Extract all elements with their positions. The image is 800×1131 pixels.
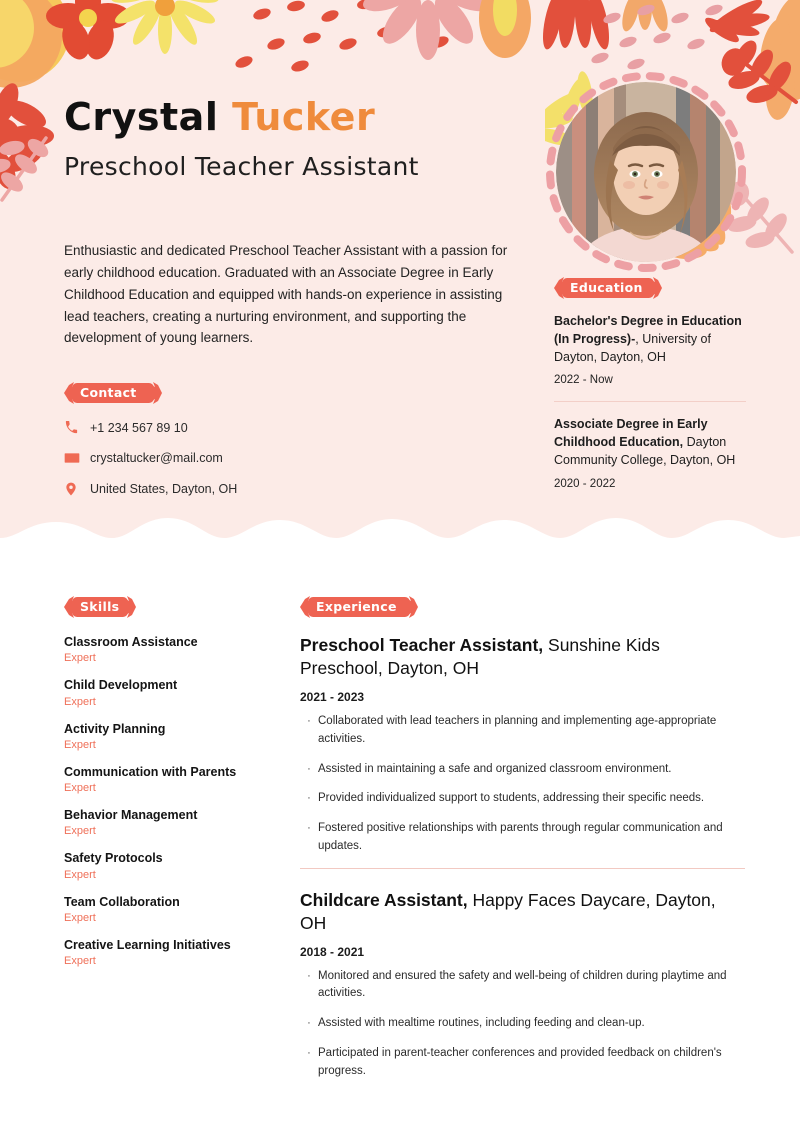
skill-item	[64, 850, 274, 880]
experience-item	[300, 889, 745, 1081]
education-item	[554, 416, 746, 489]
contact-badge	[64, 382, 153, 404]
bullet-dot: ·	[307, 762, 311, 775]
list-item	[300, 968, 745, 1004]
skills-list	[64, 634, 274, 967]
bullet-dot: ·	[307, 969, 311, 982]
skill-name: Classroom Assistance	[64, 635, 198, 649]
skill-level: Expert	[64, 695, 96, 708]
list-item	[300, 790, 745, 808]
contact-item-phone[interactable]	[64, 420, 364, 435]
skill-name: Activity Planning	[64, 721, 166, 736]
experience-divider	[300, 868, 745, 869]
skill-name: Communication with Parents	[64, 764, 237, 779]
phone-value: +1 234 567 89 10	[90, 420, 188, 435]
experience-role: Childcare Assistant,	[300, 889, 468, 910]
skills-badge	[64, 596, 135, 618]
experience-company: Happy Faces Daycare, Dayton, OH	[300, 889, 716, 934]
experience-bullets	[300, 713, 745, 856]
first-name: Crystal	[64, 95, 219, 139]
experience-bullets	[300, 968, 745, 1081]
skills-section	[64, 596, 274, 980]
list-item	[300, 820, 745, 856]
skill-name: Behavior Management	[64, 808, 198, 822]
education-institution: , University of Dayton, Dayton, OH	[554, 331, 711, 364]
skill-item	[64, 764, 274, 794]
bullet-text: Fostered positive relationships with parents through regular communication and updates.	[318, 822, 723, 852]
experience-item	[300, 634, 745, 856]
contact-item-location[interactable]	[64, 481, 364, 497]
skill-level: Expert	[64, 825, 96, 838]
skill-level: Expert	[64, 955, 96, 967]
resume-body	[0, 560, 800, 1131]
location-value: United States, Dayton, OH	[90, 482, 238, 496]
experience-date: 2021 - 2023	[300, 689, 365, 704]
location-pin-icon	[64, 481, 90, 497]
bullet-dot: ·	[307, 1017, 311, 1030]
list-item	[300, 761, 745, 779]
resume-header	[0, 0, 800, 560]
education-divider	[554, 401, 746, 402]
skill-level: Expert	[64, 738, 96, 751]
skills-badge-label: Skills	[80, 599, 120, 614]
contact-item-email[interactable]	[64, 450, 364, 466]
bullet-text: Assisted in maintaining a safe and organized classroom environment.	[318, 762, 672, 775]
experience-date: 2018 - 2021	[300, 944, 365, 959]
skill-level: Expert	[64, 911, 96, 924]
bullet-dot: ·	[307, 822, 311, 835]
envelope-icon	[64, 450, 90, 466]
experience-list	[300, 634, 745, 1081]
bullet-text: Assisted with mealtime routines, including feeding and clean-up.	[318, 1017, 645, 1030]
experience-badge	[300, 596, 413, 618]
contact-badge-label: Contact	[80, 385, 137, 400]
education-list	[554, 313, 746, 490]
education-badge	[554, 277, 659, 299]
skill-name: Creative Learning Initiatives	[64, 937, 231, 952]
full-name	[64, 95, 419, 140]
skill-name: Child Development	[64, 678, 178, 693]
bullet-dot: ·	[307, 792, 311, 805]
skill-level: Expert	[64, 652, 96, 665]
last-name: Tucker	[232, 95, 376, 139]
skill-item	[64, 937, 274, 967]
education-section	[554, 277, 746, 494]
experience-company: Sunshine Kids Preschool, Dayton, OH	[300, 635, 660, 679]
page-title: Preschool Teacher Assistant	[64, 151, 419, 181]
skill-name: Team Collaboration	[64, 894, 180, 909]
bullet-dot: ·	[307, 1047, 311, 1060]
phone-icon	[64, 420, 90, 435]
education-badge-label: Education	[570, 280, 643, 295]
skill-item	[64, 721, 274, 751]
skill-item	[64, 894, 274, 924]
name-block	[64, 95, 419, 181]
profile-summary: Enthusiastic and dedicated Preschool Teacher Assistant with a passion for early childhood education. Graduated with an Associate Degree in Early Childhood Education and equipped with hands-on experience in assisting lead teachers, creating a nurturing environment, and supporting the development of young learners.	[64, 243, 508, 346]
contact-section	[64, 382, 364, 512]
profile-photo	[556, 82, 736, 262]
education-institution: Dayton Community College, Dayton, OH	[554, 435, 736, 467]
education-date: 2022 - Now	[554, 374, 613, 387]
skill-item	[64, 677, 274, 707]
education-date: 2020 - 2022	[554, 477, 616, 490]
skill-level: Expert	[64, 868, 96, 881]
bullet-dot: ·	[307, 714, 311, 727]
education-degree: Bachelor's Degree in Education (In Progress)-	[554, 314, 742, 346]
bullet-text: Participated in parent-teacher conferences and provided feedback on children's progress.	[318, 1047, 722, 1077]
skill-name: Safety Protocols	[64, 851, 163, 866]
avatar	[556, 82, 736, 262]
skill-item	[64, 807, 274, 837]
email-value: crystaltucker@mail.com	[90, 451, 223, 465]
experience-section	[300, 596, 745, 1093]
bullet-text: Monitored and ensured the safety and well-being of children during playtime and activities.	[318, 969, 727, 1000]
skill-item	[64, 634, 274, 664]
contact-list	[64, 420, 364, 497]
skill-level: Expert	[64, 782, 96, 794]
experience-role: Preschool Teacher Assistant,	[300, 635, 544, 655]
experience-badge-label: Experience	[316, 599, 397, 614]
bullet-text: Collaborated with lead teachers in planning and implementing age-appropriate activities.	[318, 714, 717, 745]
list-item	[300, 1045, 745, 1081]
education-item	[554, 313, 746, 386]
bullet-text: Provided individualized support to students, addressing their specific needs.	[318, 792, 705, 805]
list-item	[300, 713, 745, 749]
education-degree: Associate Degree in Early Childhood Education,	[554, 417, 708, 449]
list-item	[300, 1015, 745, 1033]
